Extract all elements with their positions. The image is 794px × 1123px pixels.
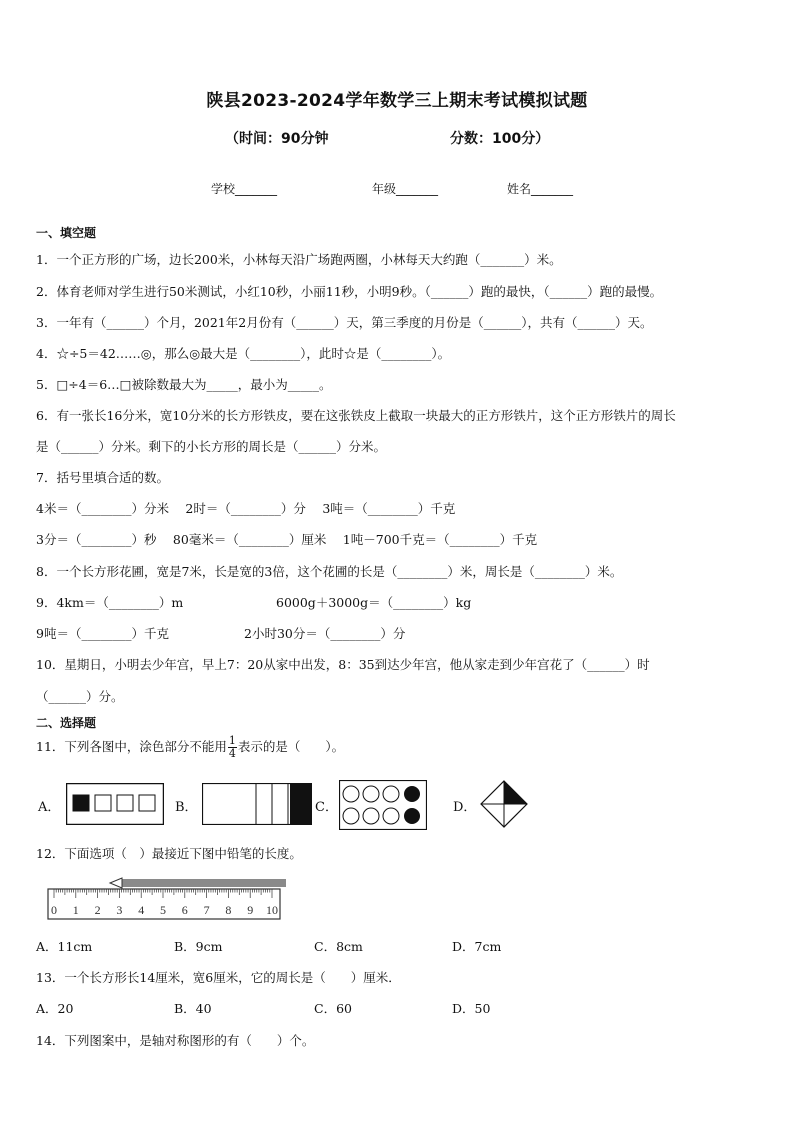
score-label: 分数：100分）: [450, 131, 550, 147]
school-field[interactable]: 学校_______: [211, 182, 278, 196]
name-field[interactable]: 姓名_______: [507, 182, 574, 196]
ruler-tick-label: 10: [266, 903, 278, 917]
q13-option-c[interactable]: C．60: [314, 1001, 352, 1016]
question-6-line2: 是（______）分米。剩下的小长方形的周长是（______）分米。: [36, 439, 387, 454]
fraction-denominator: 4: [228, 747, 236, 760]
q9-km: 9．4km＝（________）m: [36, 595, 184, 610]
q13-option-d[interactable]: D．50: [452, 1001, 491, 1016]
question-10-line1: 10．星期日，小明去少年宫，早上7：20从家中出发，8：35到达少年宫，他从家走到少年宫花了（______）时: [36, 657, 650, 672]
question-5: 5．□÷4＝6…□被除数最大为_____，最小为_____。: [36, 377, 332, 392]
q11-option-b-figure[interactable]: [202, 783, 312, 825]
question-13: 13．一个长方形长14厘米，宽6厘米，它的周长是（ ）厘米．: [36, 970, 401, 985]
question-10-line2: （______）分。: [36, 689, 124, 704]
q12-option-d[interactable]: D．7cm: [452, 939, 502, 954]
q11-text-pre: 11．下列各图中，涂色部分不能用: [36, 739, 227, 754]
question-7: 7．括号里填合适的数。: [36, 470, 169, 485]
ruler-tick-label: 9: [247, 903, 254, 917]
page-title: 陕县2023-2024学年数学三上期末考试模拟试题: [206, 91, 588, 111]
question-12: 12．下面选项（ ）最接近下图中铅笔的长度。: [36, 846, 302, 861]
ruler-tick-label: 8: [225, 903, 232, 917]
fraction-numerator: 1: [228, 734, 236, 747]
pencil-tip: [110, 878, 122, 888]
grade-field[interactable]: 年级_______: [372, 182, 439, 196]
question-14: 14．下列图案中，是轴对称图形的有（ ）个。: [36, 1033, 315, 1048]
question-9-row1: [36, 593, 472, 611]
ruler-tick-label: 3: [116, 903, 123, 917]
pencil-body: [122, 879, 286, 887]
fraction-one-quarter: [228, 735, 237, 760]
question-2: 2．体育老师对学生进行50米测试，小红10秒，小丽11秒，小明9秒。（______）跑的最快，（______）跑的最慢。: [36, 284, 663, 299]
q11-option-d-label[interactable]: D．: [453, 800, 477, 815]
q11-option-c-figure[interactable]: [339, 780, 427, 830]
question-8: 8．一个长方形花圃，宽是7米，长是宽的3倍，这个花圃的长是（________）米，周长是（________）米。: [36, 564, 623, 579]
question-6-line1: 6．有一张长16分米，宽10分米的长方形铁皮，要在这张铁皮上截取一块最大的正方形铁片，这个正方形铁片的周长: [36, 408, 676, 423]
section-fill-heading: 一、填空题: [36, 226, 97, 240]
q11-option-a-figure[interactable]: [66, 783, 164, 825]
q12-option-b[interactable]: B．9cm: [174, 939, 223, 954]
q11-option-d-figure[interactable]: [480, 780, 528, 828]
question-9-row2: [36, 624, 406, 642]
question-1: 1．一个正方形的广场，边长200米，小林每天沿广场跑两圈，小林每天大约跑（_______）米。: [36, 252, 562, 267]
q11-option-a-label[interactable]: A．: [38, 800, 61, 815]
ruler-tick-label: 5: [160, 903, 166, 917]
q12-option-c[interactable]: C．8cm: [314, 939, 363, 954]
q11-option-b-label[interactable]: B．: [175, 800, 198, 815]
q9-minutes: 2小时30分＝（________）分: [244, 626, 406, 641]
time-label: （时间：90分钟: [225, 131, 329, 147]
q11-option-c-label[interactable]: C．: [315, 800, 338, 815]
q11-text-post: 表示的是（ ）。: [237, 739, 345, 754]
ruler-tick-label: 0: [51, 903, 57, 917]
ruler-tick-label: 1: [72, 903, 79, 917]
question-7-row2: 3分＝（________）秒 80毫米＝（________）厘米 1吨－700千克＝（________）千克: [36, 532, 538, 547]
q9-kg: 6000g＋3000g＝（________）kg: [276, 595, 472, 610]
ruler-tick-label: 7: [203, 903, 210, 917]
ruler-tick-label: 2: [94, 903, 101, 917]
ruler-tick-label: 4: [138, 903, 145, 917]
ruler-tick-label: 6: [181, 903, 188, 917]
q12-option-a[interactable]: A．11cm: [36, 939, 93, 954]
question-11: [36, 735, 344, 760]
q13-option-b[interactable]: B．40: [174, 1001, 212, 1016]
q9-ton: 9吨＝（________）千克: [36, 626, 169, 641]
section-choice-heading: 二、选择题: [36, 716, 97, 730]
ruler-figure: [46, 875, 286, 921]
question-3: 3．一年有（______）个月，2021年2月份有（______）天，第三季度的月份是（______），共有（______）天。: [36, 315, 653, 330]
question-4: 4．☆÷5＝42……◎，那么◎最大是（________），此时☆是（________）。: [36, 346, 451, 361]
question-7-row1: 4米＝（________）分米 2时＝（________）分 3吨＝（________）千克: [36, 501, 456, 516]
q13-option-a[interactable]: A．20: [36, 1001, 74, 1016]
